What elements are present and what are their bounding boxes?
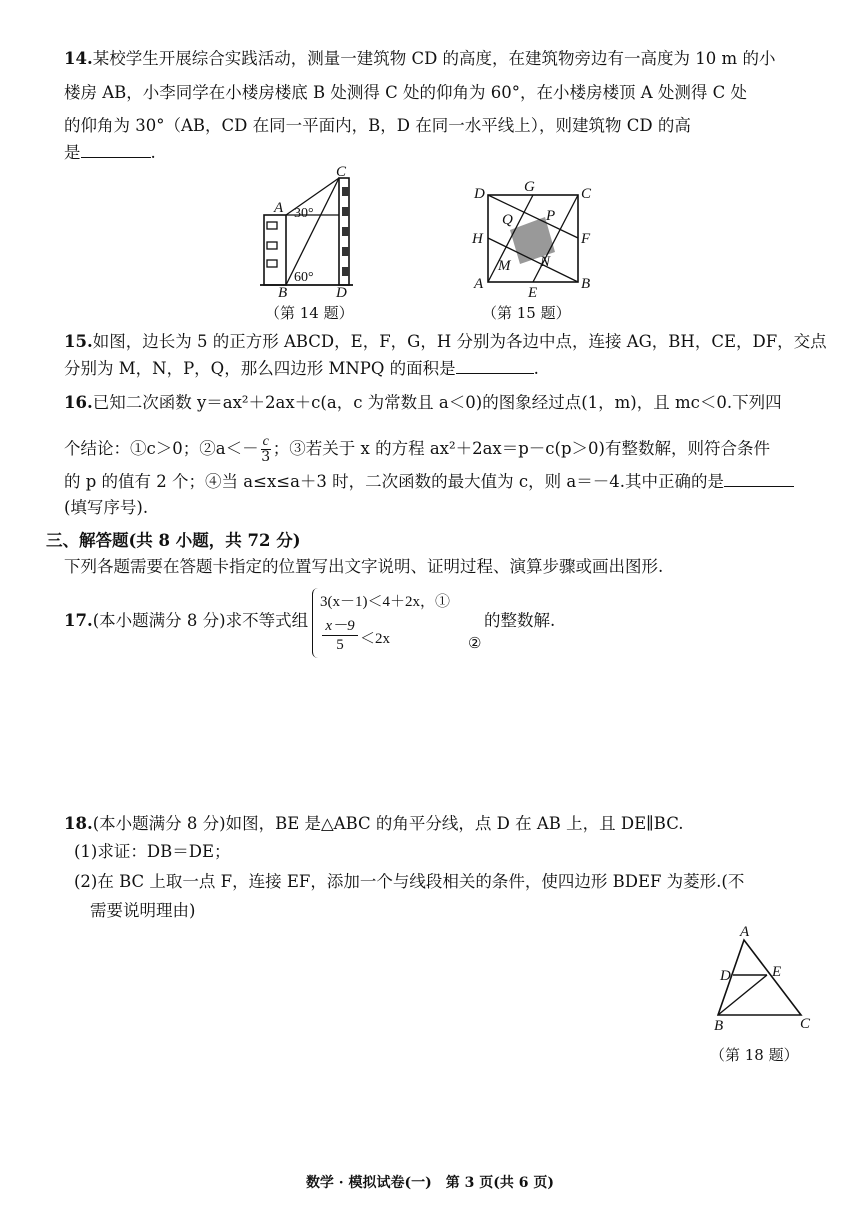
q14-number: 14. — [64, 49, 93, 68]
q16-line4: (填写序号). — [64, 498, 149, 517]
section3-instruction: 下列各题需要在答题卡指定的位置写出文字说明、证明过程、演算步骤或画出图形. — [64, 557, 664, 576]
fig18-label-D: D — [720, 968, 731, 984]
q18-line1: 18.(本小题满分 8 分)如图，BE 是△ABC 的角平分线，点 D 在 AB 上，且 DE∥BC. — [64, 814, 684, 833]
fig15-caption: （第 15 题） — [482, 304, 571, 322]
figure-15 — [468, 178, 598, 300]
fig14-caption: （第 14 题） — [265, 304, 354, 322]
q16-line2: 个结论：①c＞0；②a＜－ $\frac{c}{3}$ ；③若关于 x 的方程 ax²＋2ax＝p－c(p＞0)有整数解，则符合条件 — [64, 434, 770, 465]
q15-line1: 15.如图，边长为 5 的正方形 ABCD，E，F，G，H 分别为各边中点，连接 AG，BH，CE，DF，交点 — [64, 332, 827, 351]
q16-line3: 的 p 的值有 2 个；④当 a≤x≤a＋3 时，二次函数的最大值为 c，则 a＝－4.其中正确的是 — [64, 471, 794, 493]
q15-answer-blank[interactable] — [456, 359, 534, 374]
q17-inequality-2-tail: ＜2x — [360, 631, 391, 647]
fig18-label-A: A — [740, 924, 750, 940]
q14-line1: 14.某校学生开展综合实践活动，测量一建筑物 CD 的高度，在建筑物旁边有一高度为 10 m 的小 — [64, 49, 776, 68]
q18-number: 18. — [64, 814, 93, 833]
q14-line4: 是 . — [64, 143, 156, 162]
fig14-label-A: A — [274, 200, 284, 216]
fig15-label-M: M — [498, 258, 511, 274]
q17-mark-2: ② — [468, 636, 482, 652]
section3-heading: 三、解答题(共 8 小题，共 72 分) — [46, 531, 301, 550]
q17-frac-num: x－9 — [322, 618, 358, 636]
fig15-label-C: C — [581, 186, 592, 202]
q18-part2b: 需要说明理由) — [90, 901, 196, 920]
q17-frac-den: 5 — [336, 637, 344, 653]
q14-answer-blank[interactable] — [81, 143, 151, 158]
q17-number: 17. — [64, 611, 93, 630]
fig15-label-H: H — [472, 231, 483, 247]
fig18-label-C: C — [800, 1016, 811, 1032]
fig15-label-N: N — [540, 254, 551, 270]
q15-number: 15. — [64, 332, 93, 351]
fig14-label-B: B — [278, 285, 288, 300]
q17-inequality-1: 3(x－1)＜4＋2x，① — [320, 594, 450, 610]
fig18-caption: （第 18 题） — [710, 1046, 799, 1064]
q16-number: 16. — [64, 393, 93, 412]
fig14-label-D: D — [336, 285, 347, 300]
q14-line2: 楼房 AB，小李同学在小楼房楼底 B 处测得 C 处的仰角为 60°，在小楼房楼顶 A 处测得 C 处 — [64, 83, 748, 102]
fig15-label-B: B — [581, 276, 591, 292]
fig14-angle-30: 30° — [294, 206, 314, 221]
fig15-label-F: F — [581, 231, 591, 247]
page-footer: 数学 · 模拟试卷(一) 第 3 页(共 6 页) — [305, 1175, 555, 1191]
q16-fraction: $\frac{c}{3}$ — [261, 434, 271, 465]
q18-part2a: (2)在 BC 上取一点 F，连接 EF，添加一个与线段相关的条件，使四边形 BDEF 为菱形.(不 — [74, 872, 745, 891]
fig14-label-C: C — [336, 164, 347, 180]
q15-line2: 分别为 M，N，P，Q，那么四边形 MNPQ 的面积是 . — [64, 359, 539, 378]
q17-line: 17.(本小题满分 8 分)求不等式组 — [64, 611, 309, 630]
fig15-label-P: P — [546, 208, 556, 224]
fig15-label-E: E — [528, 285, 538, 300]
fig18-label-E: E — [772, 964, 782, 980]
fig15-label-Q: Q — [502, 212, 513, 228]
q17-suffix: 的整数解. — [484, 611, 556, 630]
fig15-label-A: A — [474, 276, 484, 292]
q14-line3: 的仰角为 30°（AB，CD 在同一平面内，B，D 在同一水平线上），则建筑物 CD 的高 — [64, 116, 691, 135]
fig15-label-D: D — [474, 186, 485, 202]
fig18-label-B: B — [714, 1018, 724, 1032]
figure-14 — [258, 160, 388, 300]
q16-line1: 16.已知二次函数 y＝ax²＋2ax＋c(a，c 为常数且 a＜0)的图象经过点(1，m)，且 mc＜0.下列四 — [64, 393, 782, 412]
q18-part1: (1)求证：DB＝DE； — [74, 842, 231, 861]
fig14-angle-60: 60° — [294, 270, 314, 285]
fig15-label-G: G — [524, 179, 535, 195]
figure-18 — [700, 920, 820, 1032]
q16-answer-blank[interactable] — [724, 472, 794, 487]
